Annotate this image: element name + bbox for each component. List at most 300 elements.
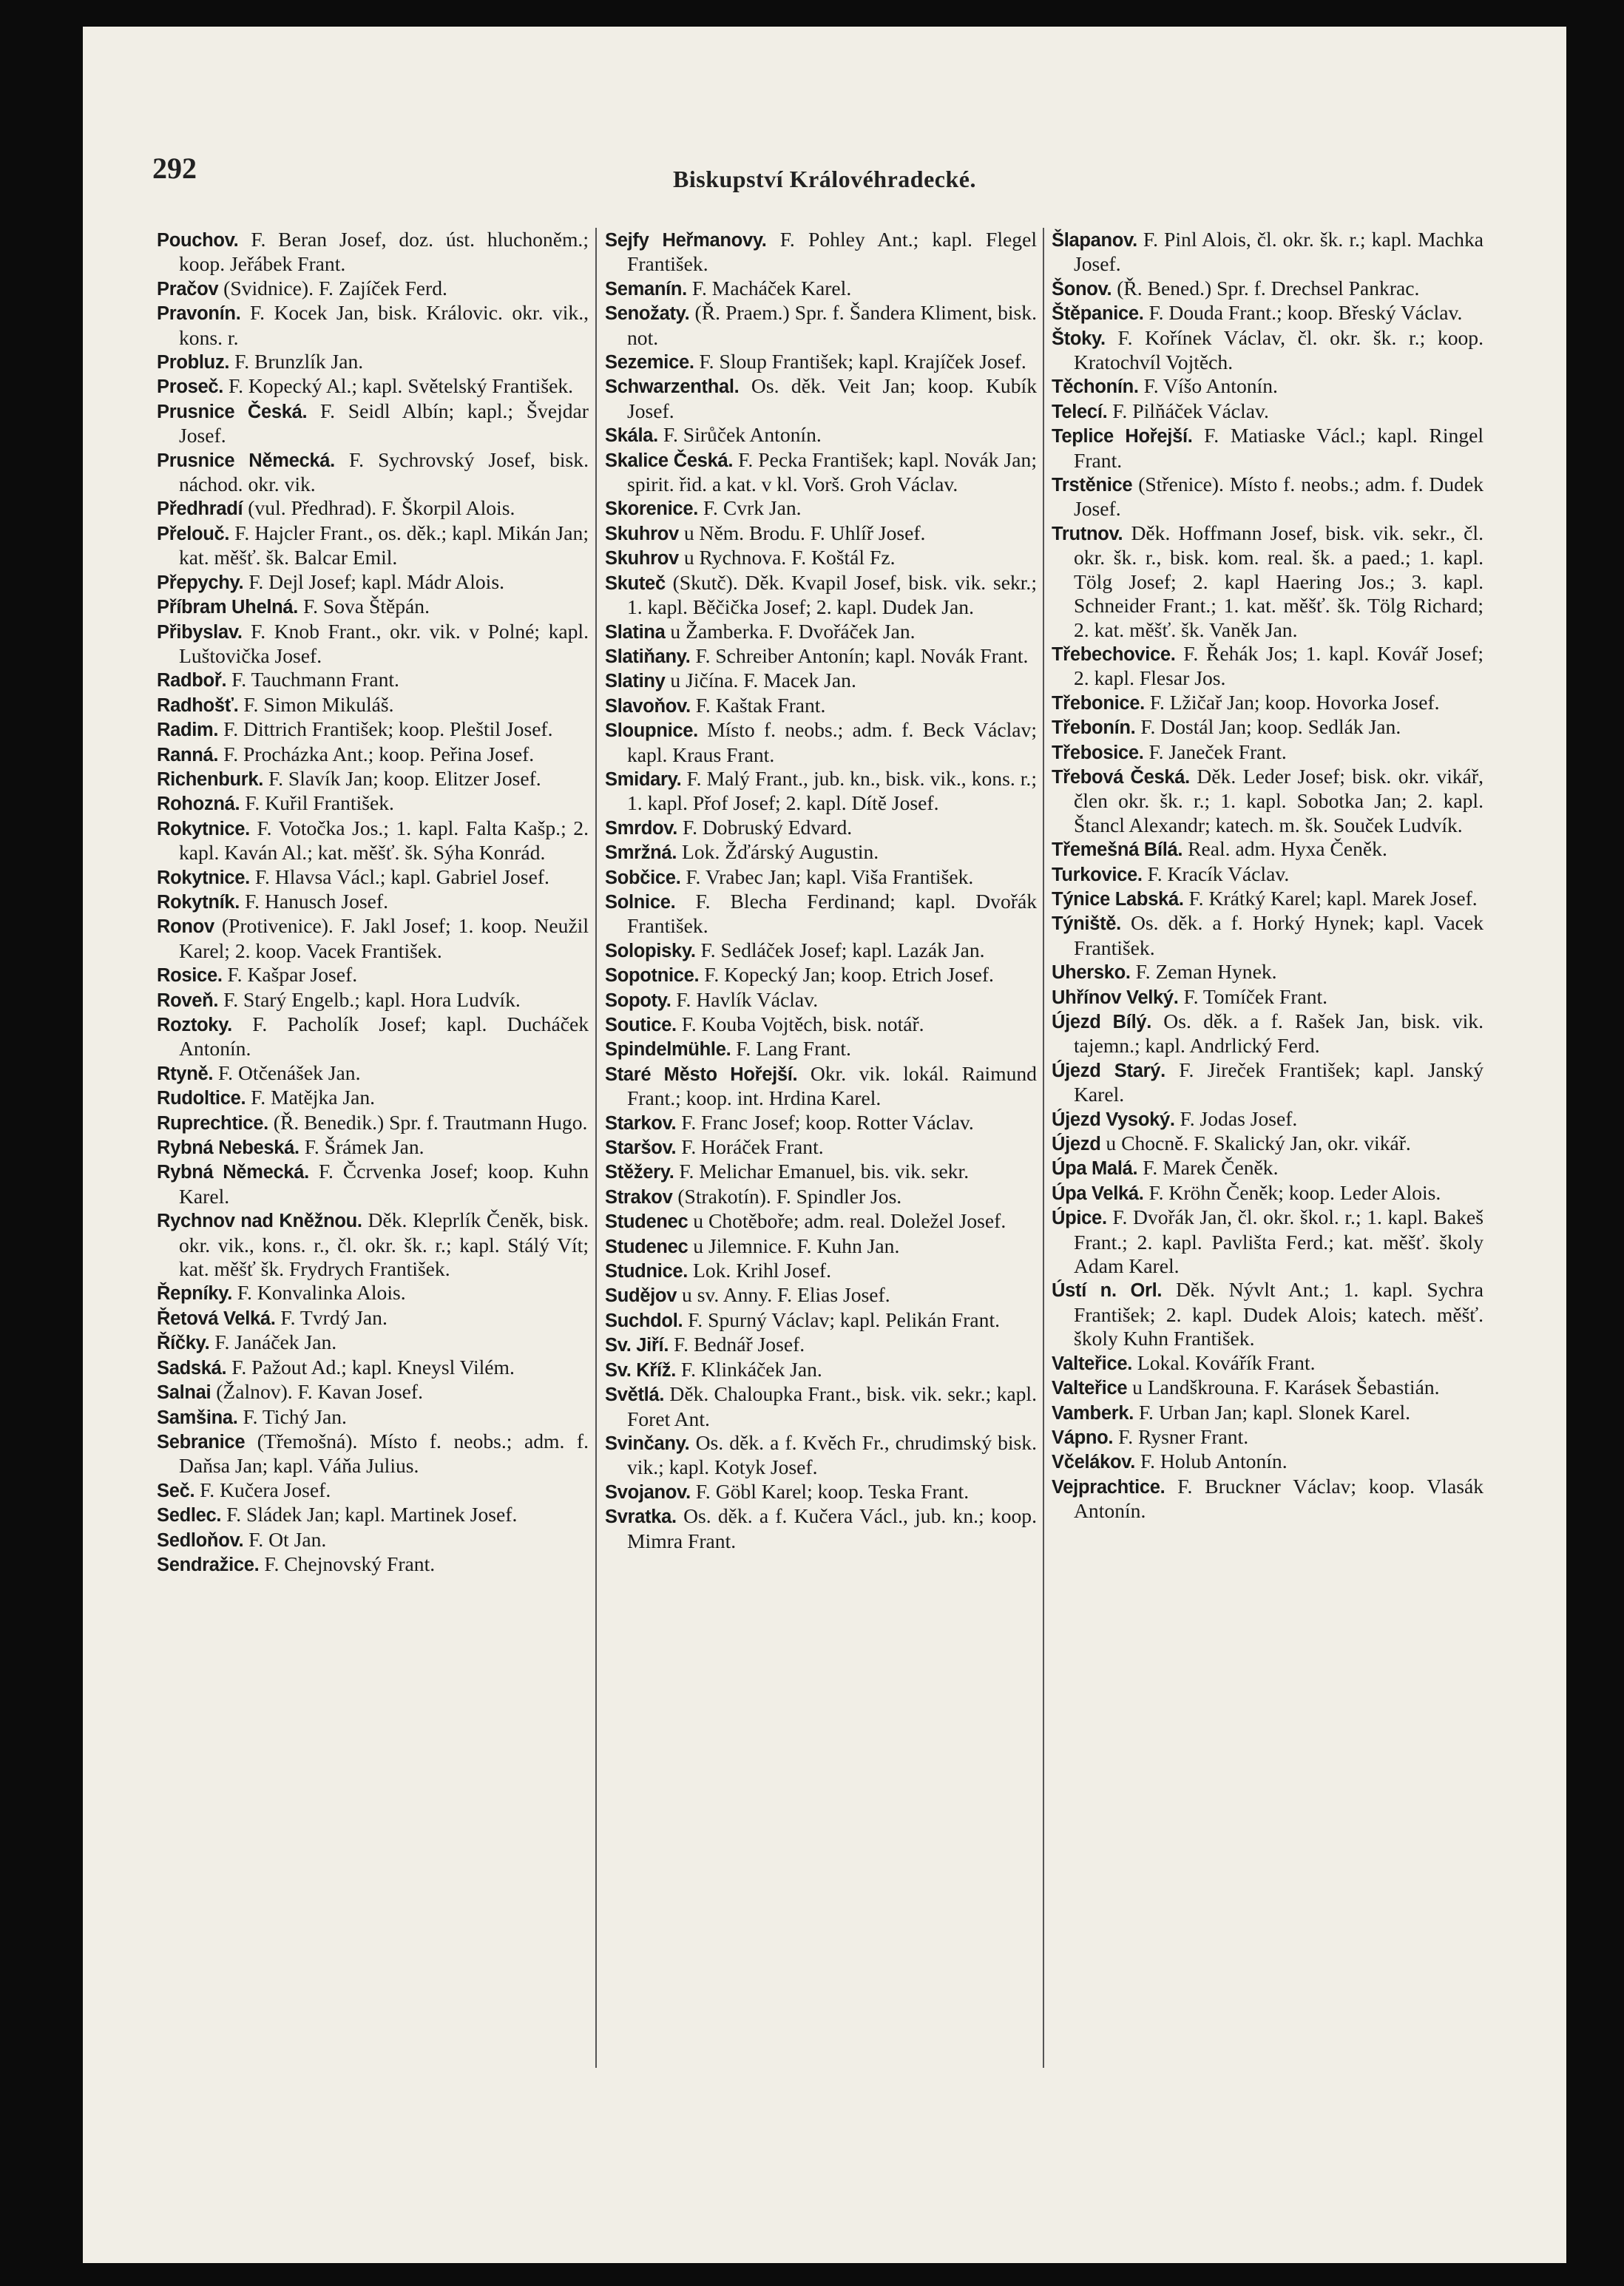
entry-place-name: Úpa Malá.: [1052, 1158, 1138, 1180]
entry-clergy-text: F. Kořínek Václav, čl. okr. šk. r.; koop. Kratochvíl Vojtěch.: [1074, 325, 1483, 374]
entry-clergy-text: Os. děk. a f. Rašek Jan, bisk. vik. tajemn.; kapl. Andrlický Ferd.: [1074, 1010, 1484, 1058]
entry-clergy-text: F. Matiaske Václ.; kapl. Ringel Frant.: [1074, 424, 1484, 472]
directory-entry: [157, 374, 589, 399]
directory-entry: [157, 1061, 589, 1086]
entry-clergy-text: (Žalnov). F. Kavan Josef.: [211, 1380, 424, 1404]
directory-entry: [1052, 715, 1483, 740]
entry-place-name: Strakov: [605, 1186, 673, 1208]
entry-clergy-text: F. Kröhn Čeněk; koop. Leder Alois.: [1143, 1180, 1441, 1204]
directory-entry: [157, 1111, 589, 1135]
entry-place-name: Ústí n. Orl.: [1052, 1280, 1163, 1302]
entry-place-name: Sendražice.: [157, 1554, 260, 1575]
entry-clergy-text: F. Tauchmann Frant.: [226, 668, 399, 691]
directory-entry: [157, 743, 589, 767]
directory-entry: [1052, 960, 1483, 984]
directory-entry: [157, 914, 589, 963]
directory-entry: [1052, 862, 1483, 887]
directory-entry: [157, 448, 589, 497]
entry-place-name: Soutice.: [605, 1015, 677, 1035]
directory-entry: [605, 228, 1037, 277]
entry-clergy-text: F. Jodas Josef.: [1174, 1106, 1298, 1130]
entry-clergy-text: F. Douda Frant.; koop. Břeský Václav.: [1143, 301, 1463, 325]
entry-clergy-text: (Třemošná). Místo f. neobs.; adm. f. Daňsa Jan; kapl. Váňa Julius.: [179, 1429, 589, 1478]
entry-place-name: Uhersko.: [1052, 962, 1131, 984]
directory-entry: [1052, 301, 1483, 325]
entry-place-name: Trutnov.: [1052, 523, 1123, 544]
directory-entry: [605, 1135, 1037, 1160]
directory-entry: [605, 1431, 1037, 1480]
entry-clergy-text: u sv. Anny. F. Elias Josef.: [677, 1283, 890, 1307]
directory-entry: [1052, 1107, 1483, 1132]
directory-entry: [1052, 740, 1483, 765]
directory-entry: [605, 620, 1037, 644]
entry-clergy-text: F. Simon Mikuláš.: [238, 692, 394, 716]
entry-place-name: Říčky.: [157, 1333, 210, 1354]
entry-place-name: Skorenice.: [605, 498, 698, 520]
entry-clergy-text: (vul. Předhrad). F. Škorpil Alois.: [243, 496, 515, 520]
entry-clergy-text: F. Blecha Ferdinand; kapl. Dvořák František.: [627, 889, 1037, 938]
directory-entry: [1052, 911, 1483, 960]
entry-clergy-text: F. Kocek Jan, bisk. Královic. okr. vik., kons. r.: [179, 301, 589, 349]
entry-clergy-text: F. Kaštak Frant.: [690, 693, 826, 717]
directory-entry: [605, 496, 1037, 521]
entry-clergy-text: F. Zeman Hynek.: [1130, 960, 1277, 984]
entry-place-name: Sezemice.: [605, 352, 694, 373]
directory-entry: [1052, 1450, 1483, 1474]
directory-entry: [1052, 1058, 1483, 1107]
directory-entry: [157, 1012, 589, 1061]
directory-entry: [605, 988, 1037, 1012]
entry-place-name: Úpice.: [1052, 1208, 1107, 1229]
directory-entry: [157, 1330, 589, 1355]
entry-clergy-text: F. Horáček Frant.: [676, 1135, 824, 1159]
directory-entry: [157, 1356, 589, 1380]
entry-clergy-text: Os. děk. Veit Jan; koop. Kubík Josef.: [627, 374, 1037, 422]
entry-place-name: Újezd: [1052, 1134, 1101, 1155]
entry-clergy-text: F. Tomíček Frant.: [1178, 984, 1328, 1008]
directory-entry: [157, 595, 589, 619]
entry-place-name: Slatiňany.: [605, 646, 691, 667]
entry-clergy-text: F. Sirůček Antonín.: [657, 423, 822, 447]
column-1: [157, 228, 589, 1577]
directory-entry: [157, 865, 589, 890]
entry-place-name: Valteřice: [1052, 1378, 1128, 1399]
entry-clergy-text: F. Sloup František; kapl. Krajíček Josef.: [694, 350, 1026, 373]
entry-place-name: Turkovice.: [1052, 864, 1143, 885]
entry-clergy-text: Děk. Nývlt Ant.; 1. kapl. Sychra František; 2. kapl. Dudek Alois; katech. měšť. školy Kuhn František.: [1074, 1278, 1483, 1350]
entry-place-name: Sv. Kříž.: [605, 1359, 677, 1381]
directory-entry: [157, 816, 589, 865]
directory-entry: [1052, 1205, 1483, 1278]
entry-clergy-text: F. Beran Josef, doz. úst. hluchoněm.; koop. Jeřábek Frant.: [179, 228, 589, 276]
entry-clergy-text: u Chotěboře; adm. real. Doležel Josef.: [688, 1209, 1006, 1233]
entry-place-name: Rohozná.: [157, 794, 240, 815]
entry-clergy-text: F. Kašpar Josef.: [222, 963, 358, 987]
entry-place-name: Sv. Jiří.: [605, 1335, 669, 1356]
entry-place-name: Seč.: [157, 1480, 195, 1501]
entry-clergy-text: Místo f. neobs.; adm. f. Beck Václav; kapl. Kraus Frant.: [627, 718, 1037, 766]
entry-place-name: Studnice.: [605, 1261, 688, 1282]
entry-clergy-text: Lok. Žďárský Augustin.: [677, 840, 879, 864]
directory-entry: [157, 1552, 589, 1577]
entry-place-name: Smidary.: [605, 768, 682, 790]
directory-entry: [1052, 1425, 1483, 1450]
directory-entry: [605, 963, 1037, 987]
entry-clergy-text: (Strakotín). F. Spindler Jos.: [672, 1184, 902, 1208]
entry-place-name: Ranná.: [157, 744, 219, 765]
entry-place-name: Skála.: [605, 425, 658, 447]
directory-entry: [605, 546, 1037, 570]
entry-clergy-text: F. Urban Jan; kapl. Slonek Karel.: [1134, 1400, 1411, 1424]
entry-clergy-text: F. Melichar Emanuel, bis. vik. sekr.: [674, 1160, 970, 1183]
entry-place-name: Svratka.: [605, 1506, 677, 1528]
entry-place-name: Studenec: [605, 1236, 688, 1257]
directory-entry: [605, 1333, 1037, 1357]
directory-entry: [157, 521, 589, 570]
directory-entry: [1052, 985, 1483, 1010]
entry-clergy-text: Děk. Leder Josef; bisk. okr. vikář, člen okr. šk. r.; 1. kapl. Sobotka Jan; 2. kapl. Štancl Alexandr; katech. m. šk. Souček Ludvík.: [1074, 764, 1484, 836]
entry-clergy-text: (Skutč). Děk. Kvapil Josef, bisk. vik. sekr.; 1. kapl. Běčička Josef; 2. kapl. Dudek Jan.: [627, 570, 1037, 619]
entry-place-name: Roztoky.: [157, 1015, 232, 1035]
directory-entry: [1052, 691, 1483, 715]
entry-place-name: Skalice Česká.: [605, 450, 734, 471]
directory-entry: [605, 1062, 1037, 1111]
directory-entry: [1052, 1376, 1483, 1400]
entry-place-name: Těchonín.: [1052, 376, 1139, 398]
directory-entry: [157, 1306, 589, 1330]
entry-place-name: Prusnice Německá.: [157, 450, 335, 471]
directory-entry: [157, 496, 589, 521]
entry-clergy-text: F. Votočka Jos.; 1. kapl. Falta Kašp.; 2. kapl. Kaván Al.; kat. měšť. šk. Sýha Konrád.: [179, 816, 589, 865]
entry-place-name: Řepníky.: [157, 1283, 232, 1305]
entry-clergy-text: Os. děk. a f. Kučera Václ., jub. kn.; koop. Mimra Frant.: [627, 1504, 1037, 1552]
entry-place-name: Teplice Hořejší.: [1052, 426, 1193, 447]
directory-entry: [605, 423, 1037, 447]
entry-clergy-text: F. Sládek Jan; kapl. Martinek Josef.: [221, 1503, 518, 1526]
entry-place-name: Senožaty.: [605, 303, 690, 325]
entry-place-name: Rokytnice.: [157, 867, 250, 888]
entry-clergy-text: F. Pinl Alois, čl. okr. šk. r.; kapl. Machka Josef.: [1074, 228, 1483, 276]
entry-clergy-text: (Ř. Benedik.) Spr. f. Trautmann Hugo.: [268, 1110, 588, 1134]
entry-clergy-text: F. Čcrvenka Josef; koop. Kuhn Karel.: [179, 1160, 589, 1208]
directory-entry: [1052, 1132, 1483, 1156]
entry-clergy-text: F. Víšo Antonín.: [1138, 374, 1278, 398]
directory-entry: [1052, 521, 1483, 642]
directory-entry: [605, 1111, 1037, 1135]
directory-entry: [1052, 1010, 1483, 1058]
entry-place-name: Skuhrov: [605, 523, 679, 544]
directory-entry: [605, 571, 1037, 620]
entry-place-name: Rybná Nebeská.: [157, 1137, 300, 1159]
entry-place-name: Radboř.: [157, 670, 227, 691]
directory-entry: [1052, 1156, 1483, 1180]
entry-place-name: Starkov.: [605, 1112, 677, 1134]
directory-entry: [605, 1382, 1037, 1431]
entry-place-name: Sadská.: [157, 1357, 227, 1379]
entry-clergy-text: u Landškrouna. F. Karásek Šebastián.: [1127, 1376, 1440, 1399]
entry-place-name: Slatina: [605, 621, 666, 643]
directory-entry: [605, 1358, 1037, 1382]
entry-clergy-text: F. Kopecký Al.; kapl. Světelský František.: [223, 374, 574, 398]
entry-clergy-text: F. Havlík Václav.: [671, 987, 819, 1011]
entry-place-name: Richenburk.: [157, 768, 264, 790]
entry-clergy-text: F. Lang Frant.: [731, 1037, 851, 1061]
directory-entry: [605, 374, 1037, 423]
entry-clergy-text: F. Tvrdý Jan.: [275, 1305, 388, 1329]
entry-place-name: Vejprachtice.: [1052, 1476, 1165, 1498]
entry-clergy-text: F. Janáček Jan.: [209, 1330, 337, 1354]
directory-entry: [605, 1259, 1037, 1283]
entry-place-name: Pouchov.: [157, 230, 239, 251]
entry-clergy-text: F. Konvalinka Alois.: [232, 1281, 406, 1305]
entry-place-name: Rokytnice.: [157, 818, 250, 839]
entry-clergy-text: Os. děk. a f. Horký Hynek; kapl. Vacek František.: [1074, 911, 1483, 959]
entry-clergy-text: F. Knob Frant., okr. vik. v Polné; kapl. Luštovička Josef.: [179, 619, 589, 667]
directory-entry: [1052, 473, 1483, 521]
entry-place-name: Šlapanov.: [1052, 230, 1137, 251]
entry-place-name: Skuhrov: [605, 548, 679, 569]
entry-place-name: Sloupnice.: [605, 720, 698, 742]
entry-place-name: Třebonín.: [1052, 717, 1136, 739]
directory-entry: [605, 890, 1037, 939]
directory-entry: [605, 1160, 1037, 1184]
directory-entry: [605, 718, 1037, 767]
entry-clergy-text: F. Sychrovský Josef, bisk. náchod. okr. vik.: [179, 447, 589, 496]
directory-entry: [157, 1380, 589, 1404]
directory-entry: [605, 1185, 1037, 1209]
entry-place-name: Újezd Vysoký.: [1052, 1109, 1175, 1130]
entry-clergy-text: Okr. vik. lokál. Raimund Frant.; koop. int. Hrdina Karel.: [627, 1061, 1037, 1110]
entry-clergy-text: F. Pecka František; kapl. Novák Jan; spirit. řid. a kat. v kl. Vorš. Groh Václav.: [627, 447, 1037, 496]
entry-place-name: Štěpanice.: [1052, 303, 1144, 325]
directory-entry: [1052, 326, 1483, 375]
directory-entry: [157, 890, 589, 914]
entry-clergy-text: F. Tichý Jan.: [237, 1404, 347, 1428]
entry-place-name: Proseč.: [157, 376, 224, 398]
directory-entry: [157, 1208, 589, 1281]
entry-place-name: Suchdol.: [605, 1310, 683, 1331]
entry-clergy-text: F. Lžičař Jan; koop. Hovorka Josef.: [1144, 690, 1440, 714]
page: [83, 27, 1566, 2263]
entry-place-name: Úpa Velká.: [1052, 1183, 1144, 1204]
entry-clergy-text: F. Matějka Jan.: [246, 1086, 376, 1109]
entry-place-name: Radim.: [157, 720, 219, 741]
directory-entry: [157, 228, 589, 277]
entry-place-name: Sedloňov.: [157, 1529, 244, 1551]
entry-clergy-text: Lokal. Kovářík Frant.: [1132, 1350, 1316, 1374]
running-head: Biskupství Královéhradecké.: [673, 166, 976, 192]
entry-place-name: Včelákov.: [1052, 1452, 1136, 1473]
entry-place-name: Slavoňov.: [605, 695, 691, 717]
directory-entry: [1052, 277, 1483, 301]
entry-place-name: Svojanov.: [605, 1481, 691, 1503]
directory-entry: [605, 1012, 1037, 1037]
entry-clergy-text: F. Brunzlík Jan.: [229, 350, 364, 373]
entry-place-name: Studenec: [605, 1211, 688, 1233]
entry-place-name: Sopotnice.: [605, 965, 700, 987]
entry-place-name: Přibyslav.: [157, 621, 243, 643]
entry-clergy-text: F. Slavík Jan; koop. Elitzer Josef.: [263, 766, 541, 790]
entry-clergy-text: F. Kouba Vojtěch, bisk. notář.: [676, 1012, 924, 1035]
entry-place-name: Trstěnice: [1052, 475, 1133, 496]
entry-clergy-text: F. Klinkáček Jan.: [676, 1357, 822, 1381]
directory-entry: [605, 840, 1037, 865]
entry-place-name: Přepychy.: [157, 572, 244, 593]
entry-clergy-text: F. Dejl Josef; kapl. Mádr Alois.: [243, 569, 504, 593]
entry-place-name: Řetová Velká.: [157, 1308, 276, 1329]
entry-clergy-text: F. Cvrk Jan.: [697, 496, 802, 520]
column-rule-1: [595, 228, 597, 2068]
entry-clergy-text: F. Seidl Albín; kapl.; Švejdar Josef.: [179, 399, 589, 447]
entry-clergy-text: F. Starý Engelb.; kapl. Hora Ludvík.: [218, 987, 521, 1011]
entry-clergy-text: F. Holub Antonín.: [1135, 1450, 1288, 1473]
entry-place-name: Rosice.: [157, 965, 223, 987]
entry-clergy-text: F. Kučera Josef.: [194, 1478, 331, 1501]
entry-clergy-text: F. Hanusch Josef.: [240, 889, 388, 913]
entry-place-name: Třebonice.: [1052, 692, 1145, 714]
entry-clergy-text: u Jilemnice. F. Kuhn Jan.: [688, 1234, 900, 1257]
directory-entry: [605, 939, 1037, 963]
entry-place-name: Újezd Starý.: [1052, 1060, 1165, 1081]
directory-entry: [1052, 374, 1483, 399]
directory-entry: [1052, 1475, 1483, 1524]
entry-place-name: Valteřice.: [1052, 1353, 1132, 1374]
directory-entry: [605, 1504, 1037, 1553]
entry-clergy-text: Real. adm. Hyxa Čeněk.: [1183, 837, 1387, 861]
entry-clergy-text: F. Sova Štěpán.: [298, 595, 430, 618]
directory-entry: [605, 694, 1037, 718]
entry-clergy-text: F. Kracík Václav.: [1142, 862, 1290, 885]
entry-place-name: Rtyně.: [157, 1063, 214, 1084]
directory-entry: [157, 1430, 589, 1478]
directory-entry: [605, 669, 1037, 693]
entry-place-name: Prusnice Česká.: [157, 401, 308, 422]
entry-clergy-text: Děk. Hoffmann Josef, bisk. vik. sekr., čl. okr. šk. r., bisk. kom. real. šk. a paed.; 1. kapl. Tölg Josef; 2. kapl Haering Jos.; 3. kapl. Schneider Frant.; 1. kat. měšť. šk. Tölg Richard; 2. kat. měšť. šk. Vaněk Jan.: [1074, 521, 1483, 641]
directory-entry: [1052, 1351, 1483, 1376]
directory-entry: [1052, 765, 1483, 837]
entry-place-name: Předhradí: [157, 498, 243, 520]
entry-clergy-text: F. Vrabec Jan; kapl. Viša František.: [680, 865, 974, 888]
entry-place-name: Týnice Labská.: [1052, 888, 1184, 910]
directory-entry: [157, 350, 589, 374]
directory-entry: [605, 865, 1037, 890]
entry-clergy-text: (Ř. Praem.) Spr. f. Šandera Kliment, bisk. not.: [627, 301, 1037, 349]
entry-place-name: Třebosice.: [1052, 742, 1144, 763]
entry-clergy-text: F. Pacholík Josef; kapl. Ducháček Antonín.: [179, 1012, 589, 1061]
entry-place-name: Ronov: [157, 916, 214, 938]
page-number: 292: [152, 152, 197, 185]
entry-place-name: Skuteč: [605, 572, 666, 594]
entry-place-name: Schwarzenthal.: [605, 376, 740, 398]
directory-entry: [605, 1234, 1037, 1259]
entry-clergy-text: F. Kuřil František.: [240, 791, 394, 815]
entry-clergy-text: u Chocně. F. Skalický Jan, okr. vikář.: [1100, 1132, 1411, 1155]
entry-clergy-text: (Protivenice). F. Jakl Josef; 1. koop. Neužil Karel; 2. koop. Vacek František.: [179, 914, 589, 962]
entry-place-name: Svinčany.: [605, 1433, 690, 1454]
entry-place-name: Staršov.: [605, 1137, 677, 1159]
entry-place-name: Přelouč.: [157, 523, 230, 544]
entry-clergy-text: F. Ot Jan.: [243, 1527, 327, 1551]
entry-place-name: Týniště.: [1052, 913, 1121, 935]
entry-clergy-text: F. Rysner Frant.: [1113, 1424, 1249, 1448]
entry-place-name: Slatiny: [605, 671, 666, 692]
column-3: [1052, 228, 1483, 1524]
directory-entry: [157, 767, 589, 791]
entry-clergy-text: F. Bednář Josef.: [669, 1333, 805, 1356]
column-2: [605, 228, 1037, 1553]
entry-place-name: Pravonín.: [157, 303, 241, 325]
directory-entry: [157, 693, 589, 717]
entry-clergy-text: (Střenice). Místo f. neobs.; adm. f. Dudek Josef.: [1074, 473, 1483, 521]
entry-clergy-text: Os. děk. a f. Kvěch Fr., chrudimský bisk. vik.; kapl. Kotyk Josef.: [627, 1430, 1037, 1479]
directory-entry: [605, 1283, 1037, 1308]
entry-place-name: Solopisky.: [605, 940, 696, 961]
directory-entry: [605, 1480, 1037, 1504]
entry-clergy-text: u Něm. Brodu. F. Uhlíř Josef.: [678, 521, 926, 544]
entry-place-name: Telecí.: [1052, 401, 1108, 422]
entry-place-name: Roveň.: [157, 990, 219, 1011]
entry-place-name: Šonov.: [1052, 278, 1112, 300]
entry-clergy-text: F. Sedláček Josef; kapl. Lazák Jan.: [695, 938, 985, 961]
entry-place-name: Semanín.: [605, 278, 687, 300]
entry-place-name: Samšina.: [157, 1407, 238, 1428]
directory-entry: [157, 1160, 589, 1208]
entry-place-name: Stěžery.: [605, 1162, 674, 1183]
directory-entry: [157, 1405, 589, 1430]
entry-clergy-text: F. Pohley Ant.; kapl. Flegel František.: [627, 228, 1037, 276]
entry-clergy-text: F. Šrámek Jan.: [299, 1135, 424, 1159]
entry-place-name: Smrdov.: [605, 817, 678, 839]
directory-entry: [157, 570, 589, 595]
entry-clergy-text: F. Dobruský Edvard.: [677, 815, 853, 839]
entry-place-name: Uhřínov Velký.: [1052, 987, 1179, 1008]
entry-clergy-text: F. Řehák Jos; 1. kapl. Kovář Josef; 2. kapl. Flesar Jos.: [1074, 641, 1483, 690]
entry-place-name: Příbram Uhelná.: [157, 597, 299, 618]
directory-entry: [605, 1308, 1037, 1333]
directory-entry: [605, 448, 1037, 497]
directory-entry: [157, 717, 589, 742]
directory-entry: [605, 1037, 1037, 1061]
entry-place-name: Smržná.: [605, 842, 677, 864]
entry-clergy-text: Děk. Kleprlík Čeněk, bisk. okr. vik., kons. r., čl. okr. šk. r.; kapl. Stálý Vít; kat. měšť šk. Frydrych František.: [179, 1208, 589, 1281]
entry-place-name: Rudoltice.: [157, 1088, 246, 1109]
entry-place-name: Rybná Německá.: [157, 1162, 309, 1183]
entry-place-name: Štoky.: [1052, 328, 1106, 349]
entry-clergy-text: F. Hlavsa Václ.; kapl. Gabriel Josef.: [249, 865, 549, 888]
directory-entry: [1052, 424, 1483, 473]
entry-clergy-text: F. Göbl Karel; koop. Teska Frant.: [690, 1479, 970, 1503]
directory-entry: [605, 767, 1037, 816]
directory-entry: [157, 988, 589, 1012]
entry-clergy-text: (Svidnice). F. Zajíček Ferd.: [218, 276, 447, 300]
directory-entry: [1052, 399, 1483, 424]
entry-place-name: Újezd Bílý.: [1052, 1012, 1152, 1032]
entry-clergy-text: F. Jireček František; kapl. Janský Karel.: [1074, 1058, 1483, 1106]
directory-entry: [157, 963, 589, 987]
directory-entry: [605, 521, 1037, 546]
directory-entry: [157, 399, 589, 448]
entry-clergy-text: F. Dostál Jan; koop. Sedlák Jan.: [1135, 715, 1401, 739]
entry-place-name: Sudějov: [605, 1285, 677, 1307]
entry-place-name: Třemešná Bílá.: [1052, 839, 1183, 861]
entry-clergy-text: F. Spurný Václav; kapl. Pelikán Frant.: [683, 1308, 1001, 1331]
entry-place-name: Vamberk.: [1052, 1402, 1134, 1424]
directory-entry: [1052, 1278, 1483, 1350]
directory-entry: [157, 301, 589, 350]
entry-clergy-text: F. Schreiber Antonín; kapl. Novák Frant.: [690, 643, 1029, 667]
directory-entry: [605, 1209, 1037, 1234]
entry-clergy-text: F. Bruckner Václav; koop. Vlasák Antonín.: [1074, 1474, 1483, 1523]
